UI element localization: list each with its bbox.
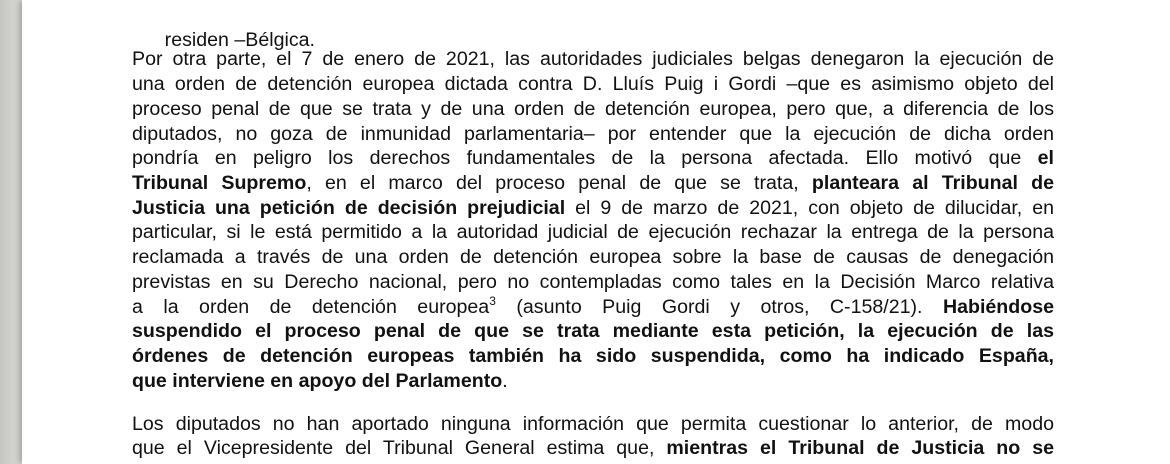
text-run: diputados, no goza de inmunidad parlamentaria– por entender que la ejecución de dicha orden	[132, 123, 1054, 145]
fragment-line	[132, 3, 1054, 51]
paragraph-line	[132, 369, 1054, 394]
text-run: Por otra parte, el 7 de enero de 2021, las autoridades judiciales belgas denegaron la ejecución de	[132, 48, 1054, 70]
fragment-text: residen –Bélgica.	[164, 28, 315, 51]
bold-run: órdenes de detención europeas también ha sido suspendida, como ha indicado España,	[132, 345, 1054, 367]
text-run: el 9 de marzo de 2021, con objeto de dilucidar, en	[565, 197, 1055, 219]
text-run: (asunto Puig Gordi y otros, C-158/21).	[495, 296, 943, 318]
text-run: previstas en su Derecho nacional, pero no contempladas como tales en la Decisión Marco relativa	[132, 271, 1054, 293]
bold-run: que interviene en apoyo del Parlamento	[132, 370, 503, 392]
bold-run: Justicia una petición de decisión prejudicial	[132, 197, 566, 219]
bold-run: Tribunal Supremo	[132, 172, 307, 194]
document-page	[22, 0, 1170, 464]
bold-run: planteara al Tribunal de	[811, 172, 1054, 194]
bold-run: suspendido el proceso penal de que se trata mediante esta petición, la ejecución de las	[132, 320, 1054, 342]
text-run: una orden de detención europea dictada contra D. Lluís Puig i Gordi –que es asimismo objeto del	[132, 73, 1054, 95]
paragraph-line	[132, 344, 1054, 369]
paragraph-line	[132, 270, 1054, 295]
page-edge-shadow	[0, 0, 22, 464]
text-run: Los diputados no han aportado ninguna información que permita cuestionar lo anterior, de modo	[132, 413, 1054, 435]
bold-run: mientras el Tribunal de Justicia no se	[666, 437, 1054, 459]
paragraph-line	[132, 171, 1054, 196]
text-run: pondría en peligro los derechos fundamentales de la persona afectada. Ello motivó que	[132, 147, 1038, 169]
text-run: particular, si le está permitido a la autoridad judicial de ejecución rechazar la entrega de la persona	[132, 221, 1054, 243]
text-run: proceso penal de que se trata y de una orden de detención europea, pero que, a diferencia de los	[132, 98, 1054, 120]
paragraph-line	[132, 196, 1054, 221]
footnote-reference[interactable]: 3	[489, 294, 496, 308]
bold-run: el	[1037, 147, 1054, 169]
text-run: .	[502, 370, 508, 392]
paragraph-line	[132, 220, 1054, 245]
paragraph-line	[132, 245, 1054, 270]
clipped-line-bottom	[132, 458, 1054, 464]
paragraph-line	[132, 72, 1054, 97]
text-run: reclamada a través de una orden de detención europea sobre la base de causas de denegación	[132, 246, 1054, 268]
paragraph-line	[132, 319, 1054, 344]
paragraph-line	[132, 412, 1054, 437]
paragraph-line	[132, 146, 1054, 171]
paragraph-line	[132, 122, 1054, 147]
text-run: a la orden de detención europea	[132, 296, 490, 318]
text-run: que el Vicepresidente del Tribunal General estima que,	[132, 437, 667, 459]
paragraph-line	[132, 47, 1054, 72]
paragraph-line	[132, 97, 1054, 122]
paragraph-line	[132, 295, 1054, 320]
bold-run: Habiéndose	[942, 296, 1054, 318]
clipped-line-top	[132, 0, 1054, 2]
text-run: , en el marco del proceso penal de que se trata,	[306, 172, 812, 194]
